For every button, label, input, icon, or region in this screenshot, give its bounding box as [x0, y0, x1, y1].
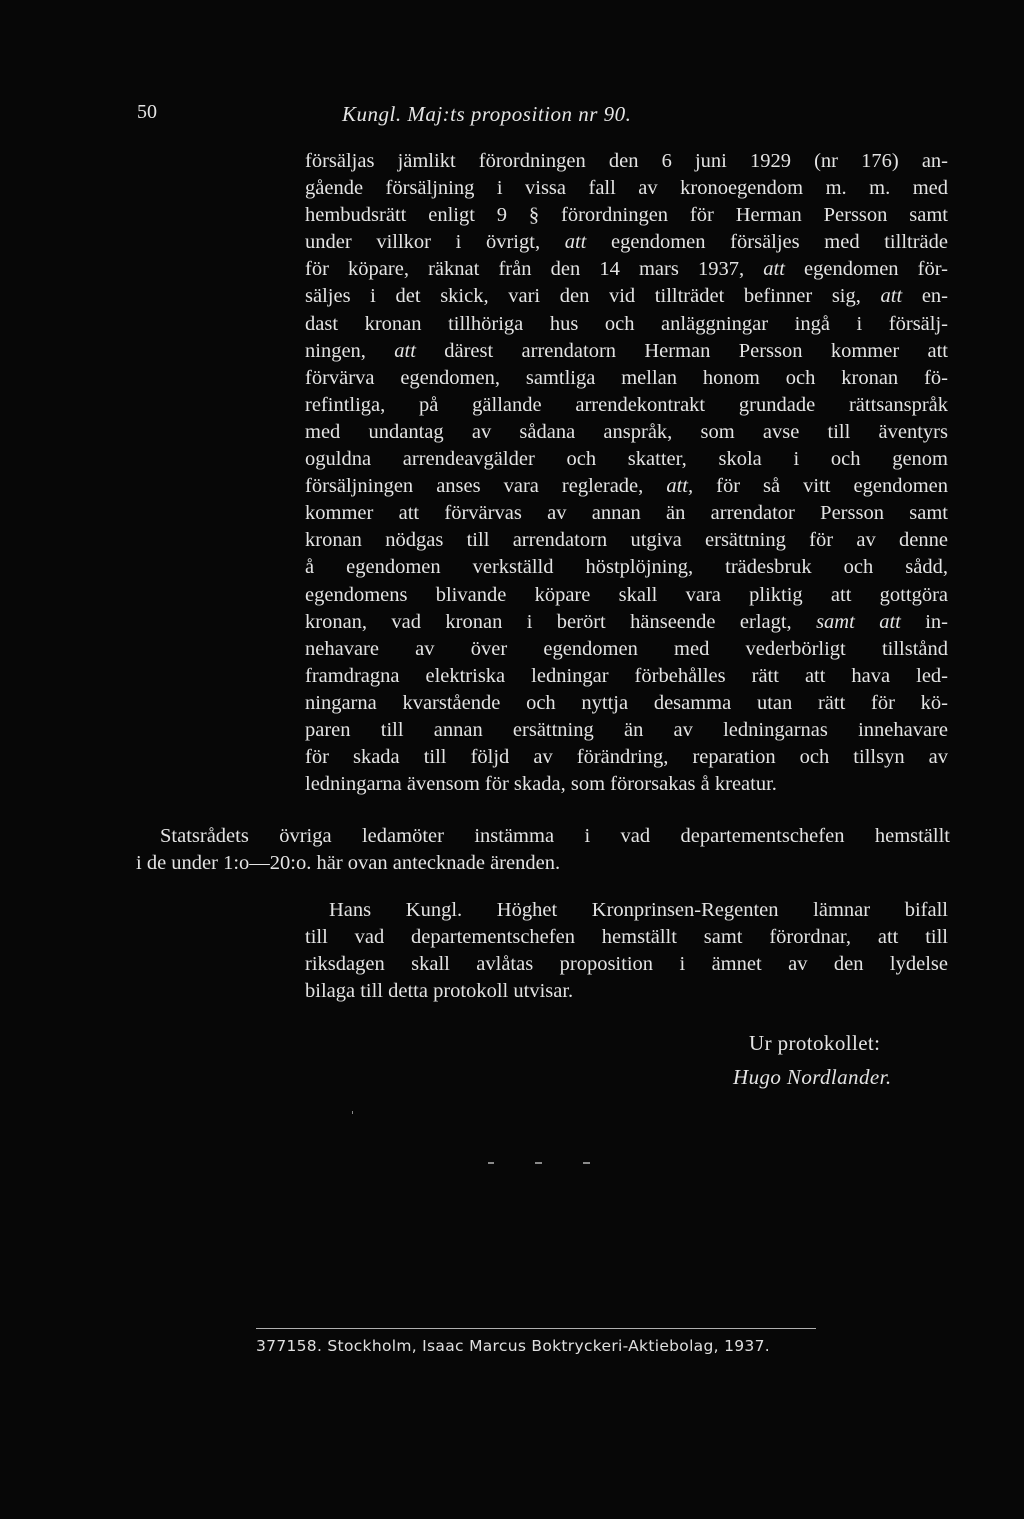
paragraph-line: förvärva egendomen, samtliga mellan honom och kronan fö-: [305, 366, 948, 389]
body-paragraph-1: [305, 148, 948, 798]
paragraph-line: gående försäljning i vissa fall av kronoegendom m. m. med: [305, 177, 948, 200]
page-number: 50: [137, 101, 157, 123]
italic-text: att: [564, 231, 587, 254]
scan-speck: [488, 1162, 494, 1164]
paragraph-line: paren till annan ersättning än av ledningarnas innehavare: [305, 718, 948, 741]
paragraph-line: till vad departementschefen hemställt samt förordnar, att till: [305, 926, 948, 949]
paragraph-line: ledningarna ävensom för skada, som förorsakas å kreatur.: [305, 773, 777, 796]
paragraph-line: [305, 256, 948, 283]
line-text: försäljningen anses vara reglerade,: [305, 475, 667, 498]
paragraph-line: kronan nödgas till arrendatorn utgiva ersättning för av denne: [305, 529, 948, 552]
paragraph-line: dast kronan tillhöriga hus och anläggningar ingå i försälj-: [305, 312, 948, 335]
scan-speck: [583, 1162, 590, 1164]
line-text: kronan, vad kronan i berört hänseende erlagt,: [305, 610, 817, 633]
paragraph-line: nehavare av över egendomen med vederbörligt tillstånd: [305, 637, 948, 660]
italic-text: att: [763, 258, 785, 281]
scan-speck: [535, 1162, 542, 1164]
paragraph-line: [305, 229, 948, 256]
line-text: under villkor i övrigt,: [305, 231, 565, 254]
line-text: in-: [900, 610, 948, 633]
running-head: Kungl. Maj:ts proposition nr 90.: [342, 102, 632, 126]
italic-text: att: [394, 339, 416, 362]
paragraph-line: [305, 338, 948, 365]
paragraph-line: med undantag av sådana anspråk, som avse till äventyrs: [305, 420, 948, 443]
italic-text: samt att: [816, 610, 901, 633]
paragraph-line: framdragna elektriska ledningar förbehålles rätt att hava led-: [305, 664, 948, 687]
paragraph-line: oguldna arrendeavgälder och skatter, skola i och genom: [305, 448, 948, 471]
italic-text: att,: [666, 475, 694, 498]
line-text: ningen,: [305, 339, 395, 362]
scan-speck: [352, 1111, 353, 1114]
body-paragraph-3: [305, 897, 948, 1005]
paragraph-line: å egendomen verkställd höstplöjning, trädesbruk och sådd,: [305, 556, 948, 579]
paragraph-line: [305, 609, 948, 636]
line-text: därest arrendatorn Herman Persson kommer att: [415, 339, 948, 362]
paragraph-line: [305, 283, 948, 310]
paragraph-line: försäljas jämlikt förordningen den 6 juni 1929 (nr 176) an-: [305, 150, 948, 172]
signature-label: Ur protokollet:: [749, 1031, 881, 1055]
paragraph-line: refintliga, på gällande arrendekontrakt grundade rättsanspråk: [305, 393, 948, 416]
printer-imprint: 377158. Stockholm, Isaac Marcus Boktryckeri-Aktiebolag, 1937.: [256, 1337, 770, 1355]
paragraph-line: [305, 473, 948, 500]
paragraph-line: kommer att förvärvas av annan än arrendator Persson samt: [305, 502, 948, 525]
paragraph-line: Hans Kungl. Höghet Kronprinsen-Regenten lämnar bifall: [329, 899, 948, 921]
paragraph-line: egendomens blivande köpare skall vara pliktig att gottgöra: [305, 583, 948, 606]
paragraph-line: Statsrådets övriga ledamöter instämma i vad departementschefen hemställt: [160, 825, 950, 847]
italic-text: att: [880, 285, 903, 308]
line-text: för köpare, räknat från den 14 mars 1937,: [305, 258, 764, 281]
line-text: en-: [902, 285, 949, 308]
paragraph-line: riksdagen skall avlåtas proposition i ämnet av den lydelse: [305, 953, 948, 976]
paragraph-line: i de under 1:o—20:o. här ovan antecknade ärenden.: [136, 852, 561, 875]
line-text: säljes i det skick, vari den vid tillträdet befinner sig,: [305, 285, 881, 308]
body-paragraph-2: [136, 823, 950, 877]
footer-rule: [256, 1328, 816, 1329]
line-text: för så vitt egendomen: [693, 475, 948, 498]
signature-name: Hugo Nordlander.: [733, 1065, 892, 1089]
line-text: egendomen försäljes med tillträde: [586, 231, 948, 254]
line-text: egendomen för-: [784, 258, 949, 281]
paragraph-line: för skada till följd av förändring, reparation och tillsyn av: [305, 746, 948, 769]
paragraph-line: ningarna kvarstående och nyttja desamma utan rätt för kö-: [305, 691, 948, 714]
paragraph-line: hembudsrätt enligt 9 § förordningen för Herman Persson samt: [305, 204, 948, 227]
paragraph-line: bilaga till detta protokoll utvisar.: [305, 980, 574, 1003]
